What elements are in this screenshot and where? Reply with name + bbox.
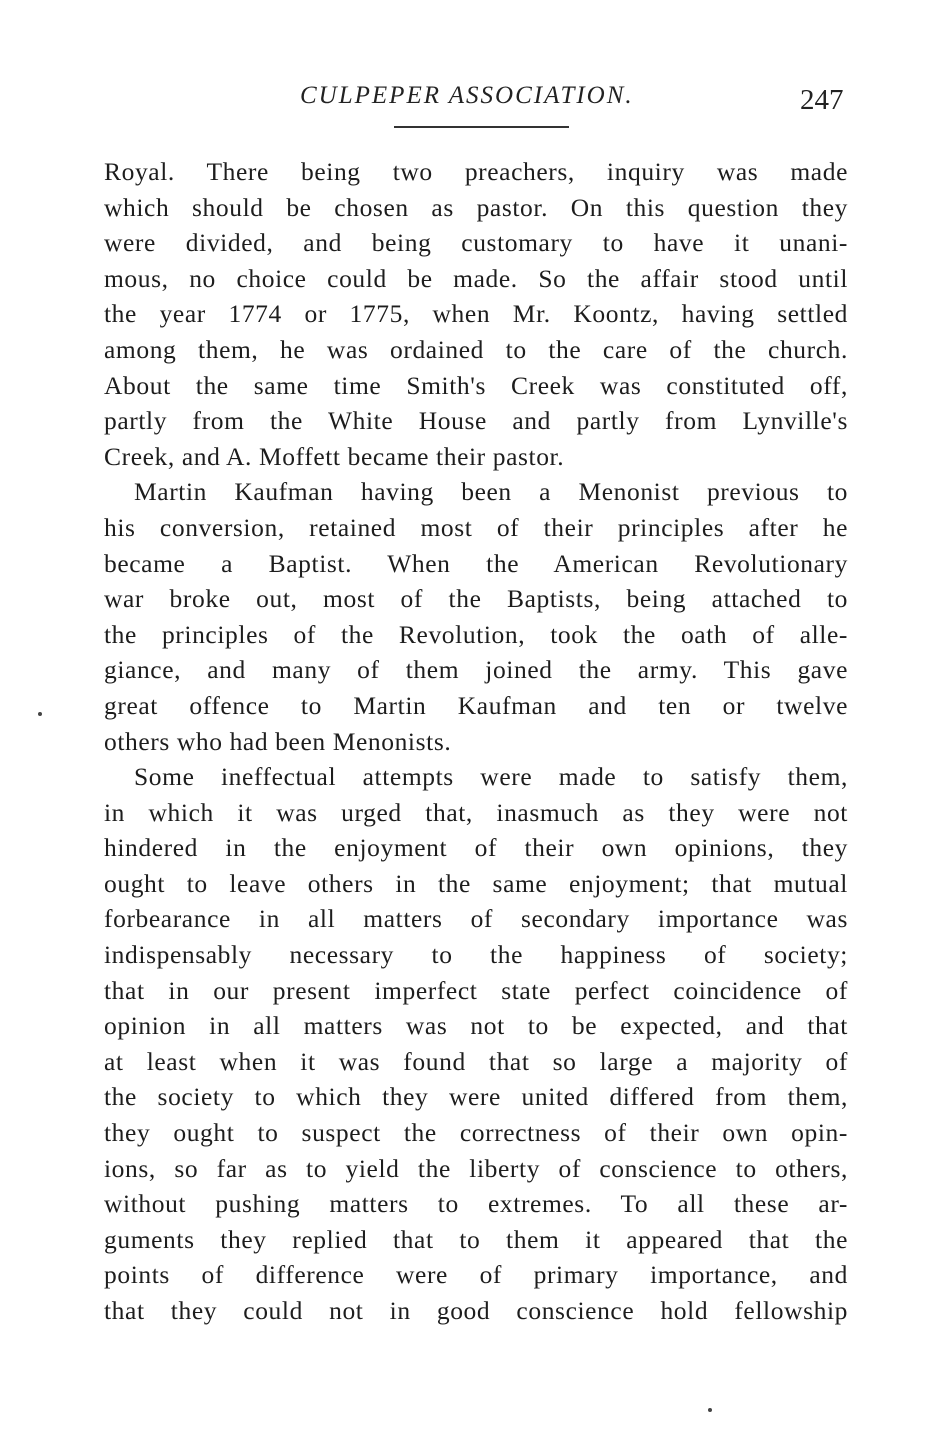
text-line: partly from the White House and partly from Lynville's [104,406,848,436]
stray-ink-mark [708,1408,712,1412]
text-line: among them, he was ordained to the care of the church. [104,334,848,364]
text-line: the society to which they were united differed from them, [104,1082,848,1112]
text-line: ought to leave others in the same enjoyment; that mutual [104,868,848,898]
text-line: Martin Kaufman having been a Menonist previous to [134,477,848,507]
text-line: at least when it was found that so large a majority of [104,1046,848,1076]
text-line: guments they replied that to them it appeared that the [104,1224,848,1254]
text-line: others who had been Menonists. [104,726,452,756]
body-text [104,154,848,1329]
text-line: that in our present imperfect state perfect coincidence of [104,975,848,1005]
text-line: points of difference were of primary importance, and [104,1260,848,1290]
text-line: opinion in all matters was not to be expected, and that [104,1011,848,1041]
text-line: became a Baptist. When the American Revolutionary [104,548,848,578]
text-line: the principles of the Revolution, took the oath of alle- [104,619,848,649]
text-line: which should be chosen as pastor. On this question they [104,192,848,222]
running-title: CULPEPER ASSOCIATION. [300,82,634,109]
text-line: hindered in the enjoyment of their own opinions, they [104,833,848,863]
text-line: in which it was urged that, inasmuch as they were not [104,797,848,827]
text-line: were divided, and being customary to have it unani- [104,228,848,258]
text-line: great offence to Martin Kaufman and ten or twelve [104,690,848,720]
stray-ink-mark [38,712,42,716]
text-line: they ought to suspect the correctness of their own opin- [104,1118,848,1148]
page-number: 247 [800,84,844,116]
text-line: ions, so far as to yield the liberty of conscience to others, [104,1153,848,1183]
paragraph-1 [104,154,848,474]
running-head [0,82,950,122]
text-line: that they could not in good conscience hold fellowship [104,1296,848,1325]
text-line: indispensably necessary to the happiness of society; [104,940,848,970]
text-line: forbearance in all matters of secondary importance was [104,904,848,934]
header-rule [394,126,569,128]
text-line: Some ineffectual attempts were made to satisfy them, [134,762,848,792]
text-line: About the same time Smith's Creek was constituted off, [104,370,848,400]
text-line: the year 1774 or 1775, when Mr. Koontz, having settled [104,299,848,329]
text-line: without pushing matters to extremes. To all these ar- [104,1189,848,1219]
text-line: mous, no choice could be made. So the affair stood until [104,263,848,293]
text-line: giance, and many of them joined the army. This gave [104,655,848,685]
text-line: Royal. There being two preachers, inquiry was made [104,157,848,186]
text-line: war broke out, most of the Baptists, being attached to [104,584,848,614]
text-line: Creek, and A. Moffett became their pastor. [104,441,565,471]
paragraph-3 [104,759,848,1329]
paragraph-2 [104,474,848,759]
text-line: his conversion, retained most of their principles after he [104,512,848,542]
